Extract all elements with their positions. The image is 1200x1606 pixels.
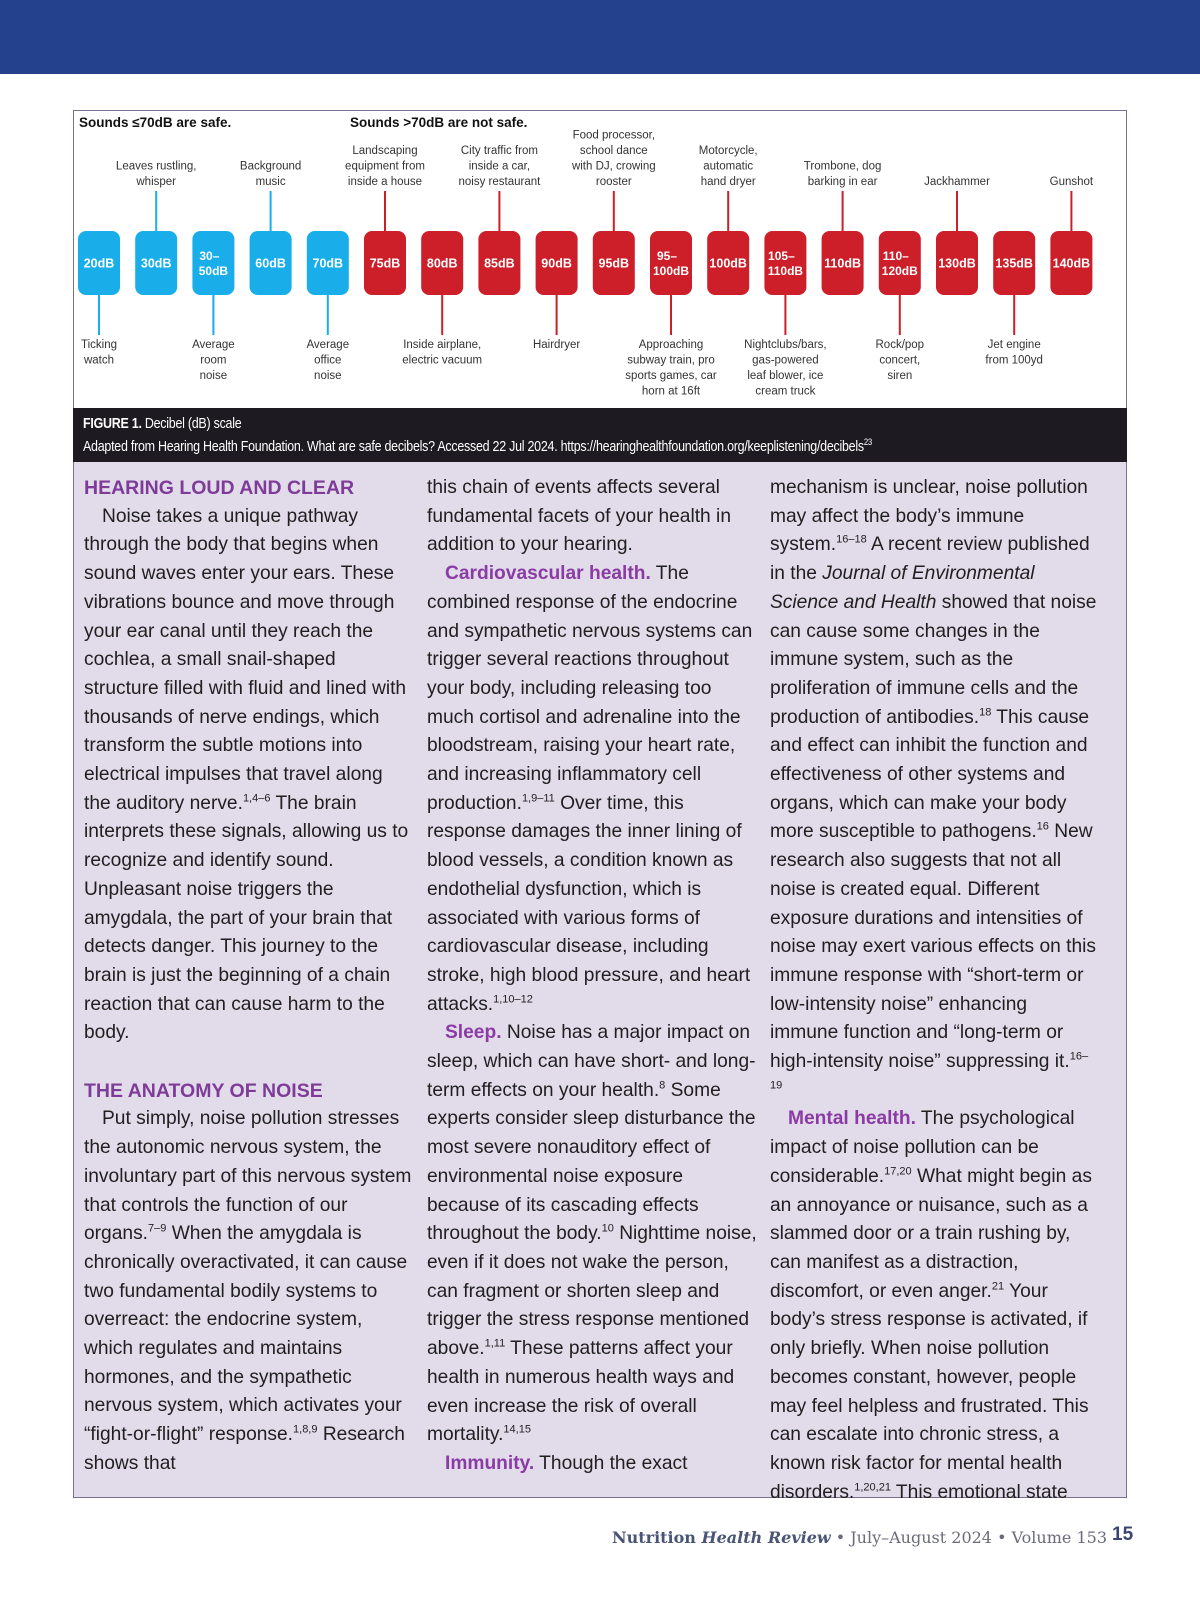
source-label-text: Gunshot xyxy=(1049,176,1094,188)
decibel-scale-chart xyxy=(74,111,1126,411)
unsafe-level-box xyxy=(764,231,806,295)
column-3 xyxy=(770,474,1100,1507)
journal-title: Journal of Environmental Science and Health xyxy=(770,563,1035,613)
db-level-20dB xyxy=(78,231,120,367)
source-label-text: Inside airplane, xyxy=(403,339,482,351)
lead-immunity: Immunity. xyxy=(445,1452,535,1474)
heading-anatomy-of-noise: THE ANATOMY OF NOISE xyxy=(84,1079,323,1102)
source-label-text: Trombone, dog xyxy=(803,160,882,173)
source-label-text: Average xyxy=(306,339,350,351)
db-value-text: 60dB xyxy=(255,256,286,271)
unsafe-level-box xyxy=(650,231,692,295)
footer-publication: Nutrition Health Review • July–August 2024 • Volume 153 xyxy=(612,1528,1107,1547)
source-label-text: watch xyxy=(83,354,115,367)
safe-threshold-label: Sounds ≤70dB are safe. xyxy=(79,115,232,130)
source-label-text: electric vacuum xyxy=(402,354,483,367)
source-label-text: Average xyxy=(192,339,235,351)
column-1 xyxy=(84,474,414,1479)
source-label-text: Food processor, xyxy=(572,129,656,142)
paragraph-sleep: Sleep. Noise has a major impact on sleep, which can have short- and long-term effects on your health.$^8$ Some experts consider sleep disturbance the most severe nonauditory effect of environmental noise exposure because of its cascading effects throughout the body.$^{10}$ Nighttime noise, even if it does not wake the person, can fragment or shorten sleep and trigger the stress response mentioned above.$^{1,11}$ These patterns affect your health in numerous health ways and even increase the risk of overall mortality.$^{14,15}$ xyxy=(427,1022,757,1446)
db-value-text: 110dB xyxy=(767,264,804,278)
source-label-text: Landscaping xyxy=(352,145,418,157)
db-value-text: 50dB xyxy=(198,264,229,278)
paragraph: Noise takes a unique pathway through the body that begins when sound waves enter your ears. These vibrations bounce and move through your ear canal until they reach the cochlea, a small snail-shaped structure filled with fluid and lined with thousands of nerve endings, which transform the subtle motions into electrical impulses that travel along the auditory nerve.$^{1,4-6}$ The brain interprets these signals, allowing us to recognize and identify sound. Unpleasant noise triggers the amygdala, the part of your brain that detects danger. This journey to the brain is just the beginning of a chain reaction that can cause harm to the body. xyxy=(84,505,409,1044)
paragraph-cardiovascular: Cardiovascular health. The combined response of the endocrine and sympathetic nervous systems can trigger several reactions throughout your body, including releasing too much cortisol and adrenaline into the bloodstream, raising your heart rate, and increasing inflammatory cell production.$^{1,9-11}$ Over time, this response damages the inner lining of blood vessels, a condition known as endothelial dysfunction, which is associated with various forms of cardiovascular disease, including stroke, high blood pressure, and heart attacks.$^{1,10-12}$ xyxy=(427,563,753,1015)
db-value-text: 140dB xyxy=(1052,256,1091,271)
db-level-30-50dB xyxy=(192,231,235,382)
db-value-text: 100dB xyxy=(652,264,690,278)
db-value-text: 20dB xyxy=(83,256,115,271)
source-label-text: music xyxy=(255,176,286,188)
source-label-text: noisy restaurant xyxy=(458,176,541,188)
source-label-text: Background xyxy=(239,160,302,173)
source-label-text: Hairdryer xyxy=(532,339,581,351)
source-label-text: City traffic from xyxy=(460,145,538,157)
page-number: 15 xyxy=(1112,1524,1134,1545)
source-label-text: noise xyxy=(199,370,228,382)
db-level-140dB xyxy=(1050,176,1094,295)
source-label-text: inside a house xyxy=(347,176,423,188)
db-level-110-120dB xyxy=(876,231,925,382)
figure-caption xyxy=(73,408,1127,462)
column-2 xyxy=(427,474,757,1479)
source-label-text: Nightclubs/bars, xyxy=(744,339,827,351)
figure-label: FIGURE 1. xyxy=(83,416,142,432)
lead-mental-health: Mental health. xyxy=(788,1108,916,1130)
db-level-110dB xyxy=(804,161,882,296)
db-level-135dB xyxy=(985,231,1043,367)
db-level-70dB xyxy=(306,231,349,382)
source-label-text: barking in ear xyxy=(807,176,878,188)
db-level-95-100dB xyxy=(625,231,717,398)
unsafe-threshold-label: Sounds >70dB are not safe. xyxy=(350,115,528,130)
db-value-text: 80dB xyxy=(426,256,458,271)
source-label-text: school dance xyxy=(579,145,648,157)
source-label-text: sports games, car xyxy=(625,370,717,382)
db-value-text: 105– xyxy=(768,249,795,263)
paragraph: Put simply, noise pollution stresses the autonomic nervous system, the involuntary part of this nervous system that controls the function of our organs.$^{7-9}$ When the amygdala is chronically overactivated, it can cause two fundamental bodily systems to overreact: the endocrine system, which regulates and maintains hormones, and the sympathetic nervous system, which activates your “fight-or-flight” response.$^{1,8,9}$ Research shows that xyxy=(84,1108,412,1474)
paragraph-immunity: Immunity. Though the exact xyxy=(445,1452,688,1474)
source-label-text: Motorcycle, xyxy=(698,145,758,157)
safe-level-box xyxy=(192,231,234,295)
source-label-text: cream truck xyxy=(755,385,816,398)
lead-sleep: Sleep. xyxy=(445,1022,502,1044)
source-label-text: subway train, pro xyxy=(627,354,715,367)
db-value-text: 100dB xyxy=(709,256,747,271)
paragraph: this chain of events affects several fundamental facets of your health in addition to your hearing. xyxy=(427,477,731,556)
source-label-text: leaf blower, ice xyxy=(747,370,824,382)
db-value-text: 110– xyxy=(882,249,909,263)
source-label-text: gas-powered xyxy=(752,354,819,367)
source-label-text: office xyxy=(314,354,342,367)
paragraph: mechanism is unclear, noise pollution may affect the body’s immune system.$^{16-18}$ A recent review published in the Journal of Environmental Science and Health showed that noise can cause some changes in the immune system, such as the proliferation of immune cells and the production of antibodies.$^{18}$ This cause and effect can inhibit the function and effectiveness of other systems and organs, which can make your body more susceptible to pathogens.$^{16}$ New research also suggests that not all noise is created equal. Different exposure durations and intensities of noise may exert various effects on this immune response with “short-term or low-intensity noise” enhancing immune function and “long-term or high-intensity noise” suppressing it.$^{16-19}$ xyxy=(770,477,1097,1092)
heading-hearing-loud-and-clear: HEARING LOUD AND CLEAR xyxy=(84,477,355,499)
article-body xyxy=(73,462,1127,1503)
db-value-text: 110dB xyxy=(824,256,862,271)
db-level-90dB xyxy=(533,231,580,351)
db-value-text: 70dB xyxy=(312,256,344,271)
figure-title: Decibel (dB) scale xyxy=(144,416,242,432)
unsafe-level-box xyxy=(879,231,921,295)
lead-cardiovascular-health: Cardiovascular health. xyxy=(445,563,651,585)
db-value-text: 30– xyxy=(199,249,220,263)
source-label-text: with DJ, crowing xyxy=(571,160,656,173)
source-label-text: Rock/pop xyxy=(875,339,925,351)
source-label-text: Jet engine xyxy=(987,339,1041,351)
source-label-text: Approaching xyxy=(638,339,704,351)
db-value-text: 75dB xyxy=(369,256,401,271)
source-label-text: Leaves rustling, xyxy=(115,160,197,173)
db-level-60dB xyxy=(240,161,301,296)
db-value-text: 90dB xyxy=(541,256,572,271)
db-level-30dB xyxy=(116,161,197,296)
source-label-text: rooster xyxy=(595,176,632,188)
db-level-100dB xyxy=(699,145,758,295)
source-label-text: inside a car, xyxy=(468,160,531,173)
db-value-text: 85dB xyxy=(484,256,515,271)
paragraph-mental-health: Mental health. The psychological impact of noise pollution can be considerable.$^{17,20}$ What might begin as an annoyance or nuisance, such as a slammed door or a train rushing by, can manifest as a distraction, discomfort, or even anger.$^{21}$ Your body’s stress response is activated, if only briefly. When noise pollution becomes constant, however, people may feel helpless and frustrated. This can escalate into chronic stress, a known risk factor for mental health disorders.$^{1,20,21}$ This emotional state xyxy=(770,1108,1092,1503)
db-value-text: 120dB xyxy=(881,264,918,278)
db-value-text: 95dB xyxy=(598,256,630,271)
source-label-text: hand dryer xyxy=(700,176,756,188)
source-label-text: whisper xyxy=(136,176,177,188)
publication-name: Nutrition Health Review xyxy=(612,1528,831,1547)
source-label-text: concert, xyxy=(879,354,921,367)
db-value-text: 130dB xyxy=(938,256,976,271)
top-color-band xyxy=(0,0,1200,74)
source-label-text: noise xyxy=(314,370,342,382)
figure-source: Adapted from Hearing Health Foundation. What are safe decibels? Accessed 22 Jul 2024. https://hearinghealthfoundation.org/keeplistening/decibels xyxy=(83,438,864,455)
source-label-text: Ticking xyxy=(81,339,117,351)
db-value-text: 135dB xyxy=(995,256,1033,271)
figure-source-ref: 23 xyxy=(863,437,872,447)
db-level-80dB xyxy=(402,231,482,367)
db-level-105-110dB xyxy=(744,231,826,398)
db-value-text: 95– xyxy=(656,249,678,263)
db-level-75dB xyxy=(345,145,425,295)
source-label-text: from 100yd xyxy=(985,354,1043,367)
source-label-text: horn at 16ft xyxy=(641,385,701,398)
source-label-text: equipment from xyxy=(345,160,425,173)
source-label-text: siren xyxy=(887,370,913,382)
db-level-85dB xyxy=(458,145,541,295)
source-label-text: automatic xyxy=(703,160,754,173)
db-level-130dB xyxy=(924,176,990,295)
source-label-text: Jackhammer xyxy=(924,176,990,188)
db-value-text: 30dB xyxy=(140,256,172,271)
db-level-95dB xyxy=(571,130,656,296)
source-label-text: room xyxy=(200,354,227,367)
